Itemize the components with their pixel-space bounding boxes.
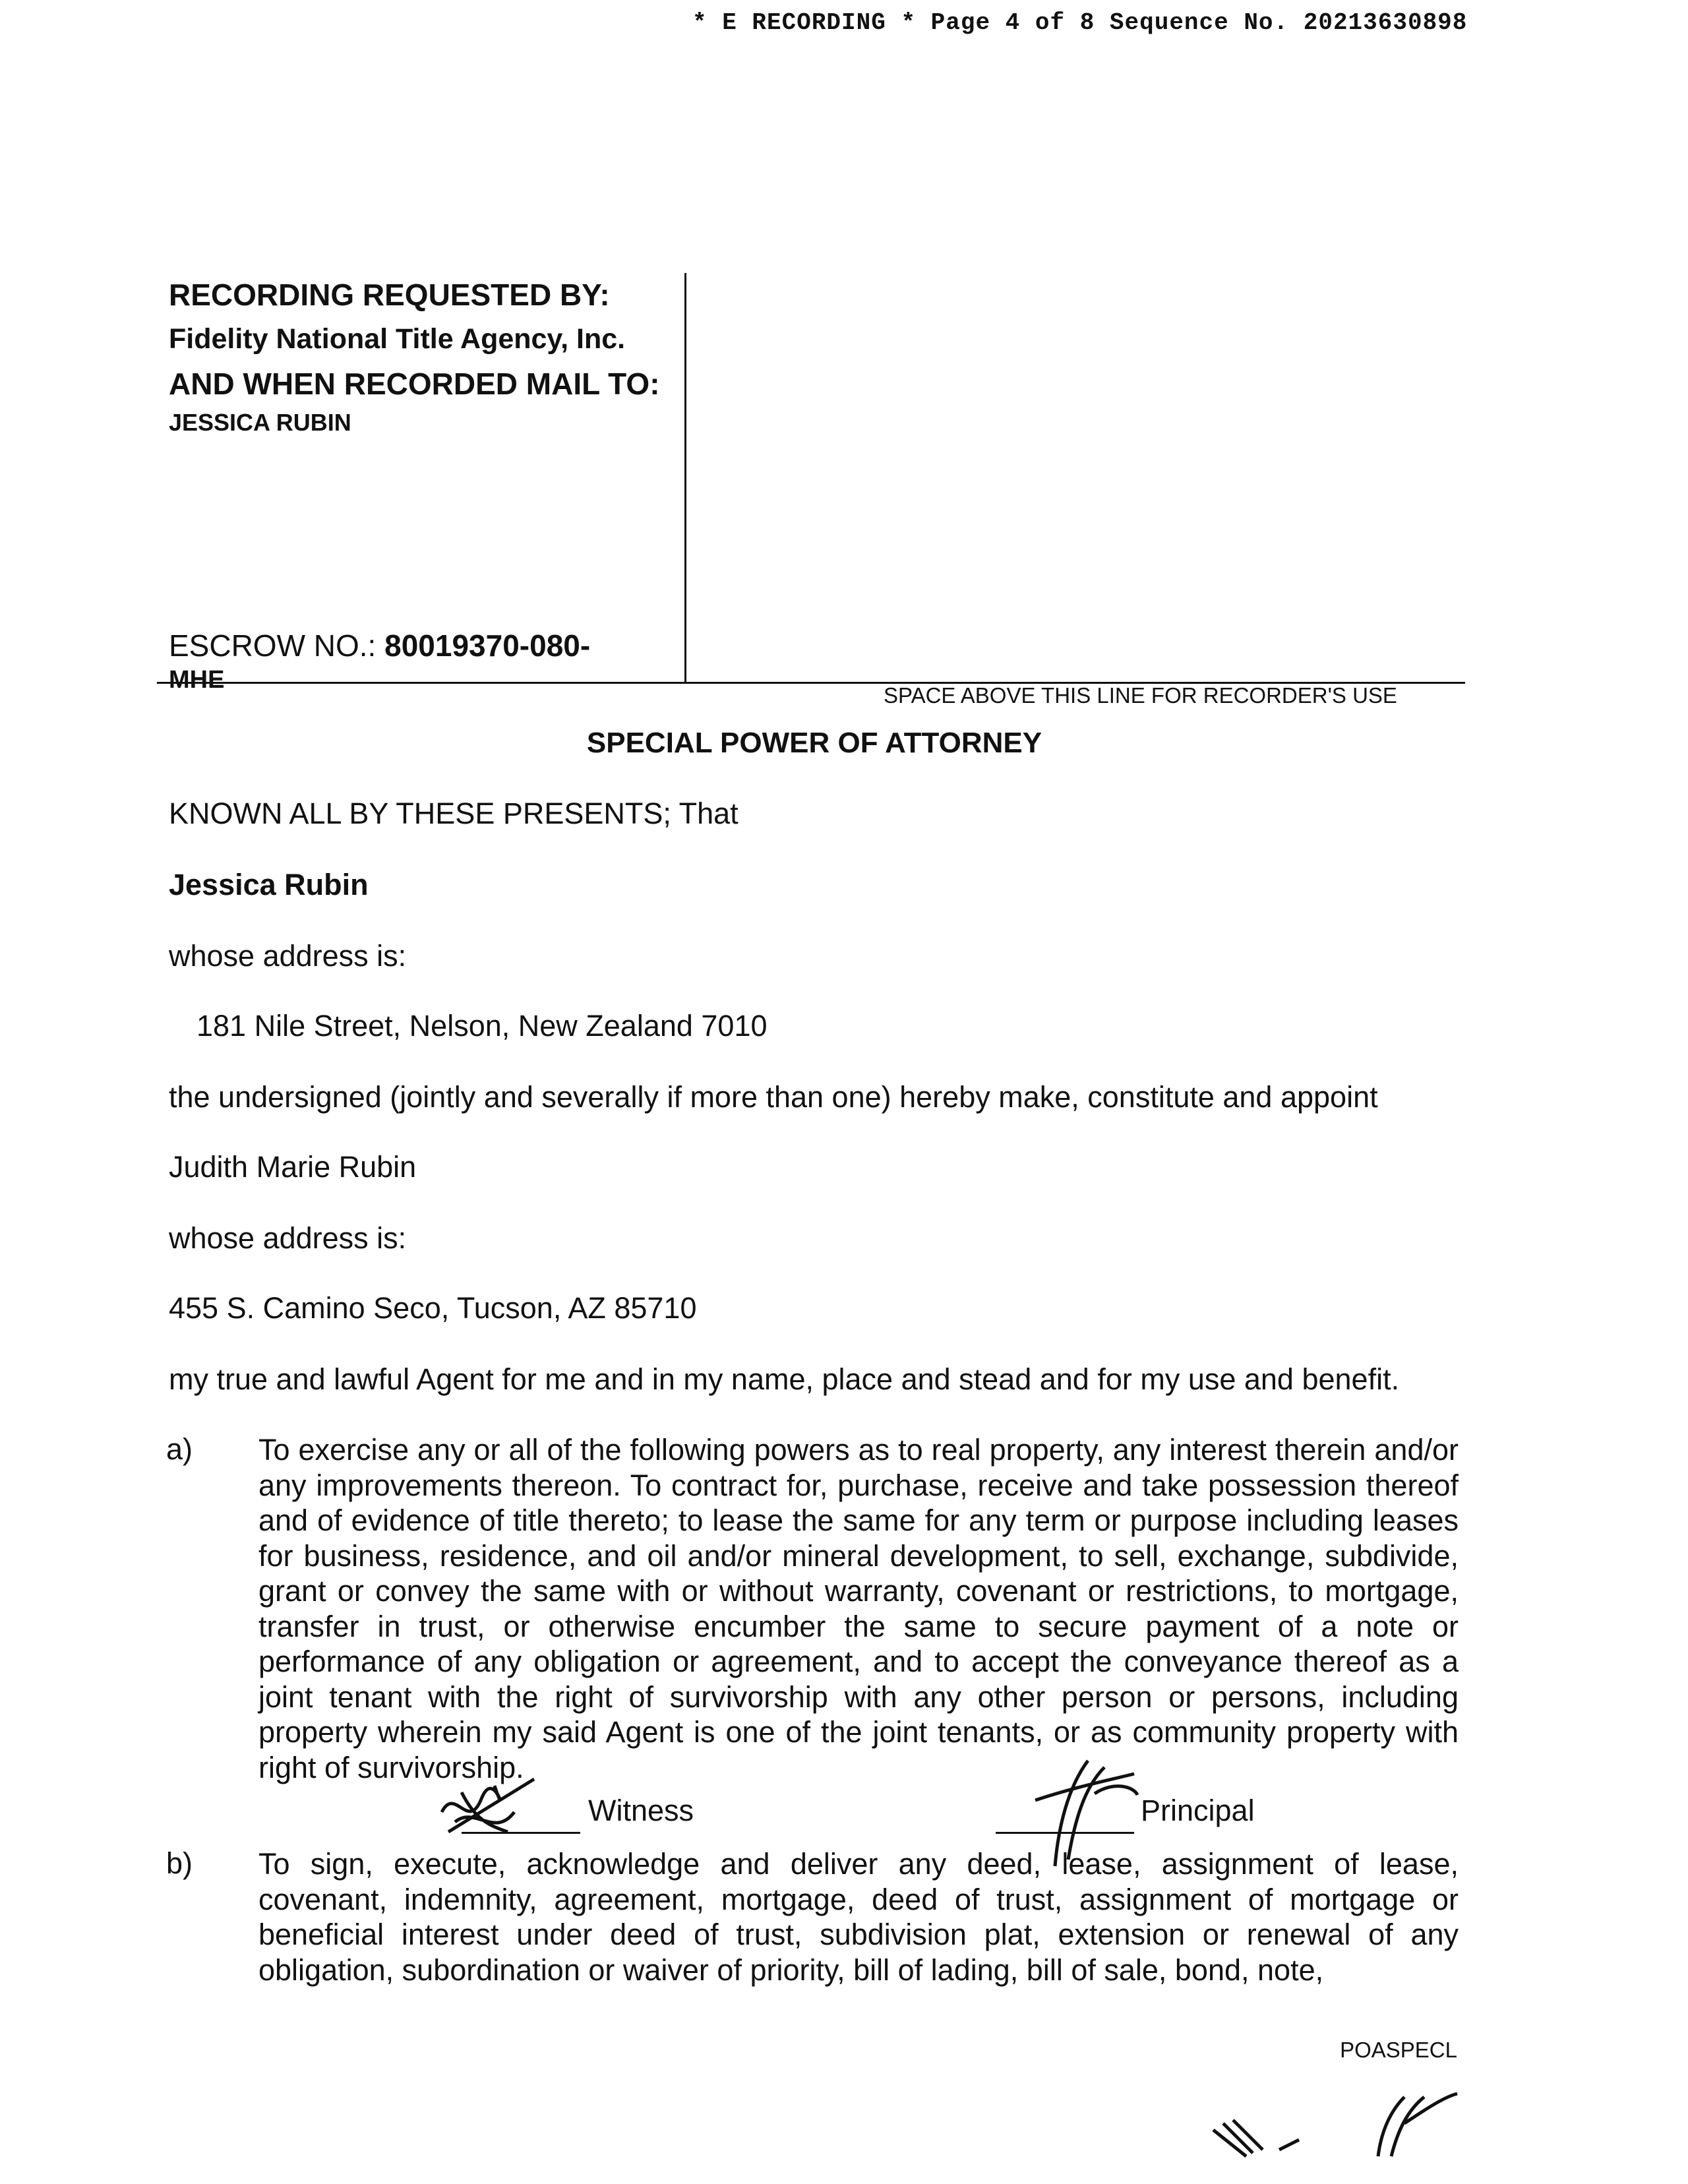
mail-to-label: AND WHEN RECORDED MAIL TO: [169,367,660,401]
agent-name: Judith Marie Rubin [169,1150,417,1184]
mail-to-name: JESSICA RUBIN [169,409,351,436]
witness-label: Witness [588,1794,694,1827]
recording-header: * E RECORDING * Page 4 of 8 Sequence No. 20213630898 [692,9,1468,36]
paragraph-label: a) [166,1432,193,1466]
escrow-number-line [169,628,590,663]
footer-initials [1207,2084,1470,2163]
principal-name: Jessica Rubin [169,868,369,901]
requested-by-company: Fidelity National Title Agency, Inc. [169,323,626,355]
principal-address-label: whose address is: [169,939,407,973]
requested-by-label: RECORDING REQUESTED BY: [169,278,610,312]
escrow-number: 80019370-080- [384,628,591,663]
paragraph-text: To exercise any or all of the following powers as to real property, any interest therein and/or any improvements thereon. To contract for, purchase, receive and take possession thereof and of evidence of title thereto; to lease the same for any term or purpose including leases for business, residence, and oil and/or mineral development, to sell, exchange, subdivide, grant or convey the same with or without warranty, covenant or restrictions, to mortgage, transfer in trust, or otherwise encumber the same to secure payment of a note or performance of any obligation or agreement, and to accept the conveyance thereof as a joint tenant with the right of survivorship with any other person or persons, including property wherein my said Agent is one of the joint tenants, or as community property with right of survivorship. [258,1433,1459,1784]
escrow-label: ESCROW NO.: [169,628,377,663]
principal-address: 181 Nile Street, Nelson, New Zealand 7010 [196,1009,768,1043]
recording-box-divider [684,273,686,683]
appoint-text: the undersigned (jointly and severally if more than one) hereby make, constitute and appoint [169,1080,1378,1114]
paragraph-text: To sign, execute, acknowledge and deliver any deed, lease, assignment of lease, covenant, indemnity, agreement, mortgage, deed of trust, assignment of mortgage or beneficial interest under deed of trust, subdivision plat, extension or renewal of any obligation, subordination or waiver of priority, bill of lading, bill of sale, bond, note, [258,1847,1459,1987]
principal-label: Principal [1141,1794,1255,1827]
document-title: SPECIAL POWER OF ATTORNEY [586,727,1042,759]
recorder-use-note: SPACE ABOVE THIS LINE FOR RECORDER'S USE [884,683,1397,708]
witness-signature [435,1773,541,1845]
agent-address-label: whose address is: [169,1221,407,1255]
paragraph-label: b) [166,1846,193,1880]
form-code: POASPECL [1340,2038,1457,2062]
agent-address: 455 S. Camino Seco, Tucson, AZ 85710 [169,1291,697,1325]
agent-clause: my true and lawful Agent for me and in my name, place and stead and for my use and benefit. [169,1362,1400,1396]
intro-line: KNOWN ALL BY THESE PRESENTS; That [169,797,738,830]
escrow-suffix: MHE [169,666,225,694]
